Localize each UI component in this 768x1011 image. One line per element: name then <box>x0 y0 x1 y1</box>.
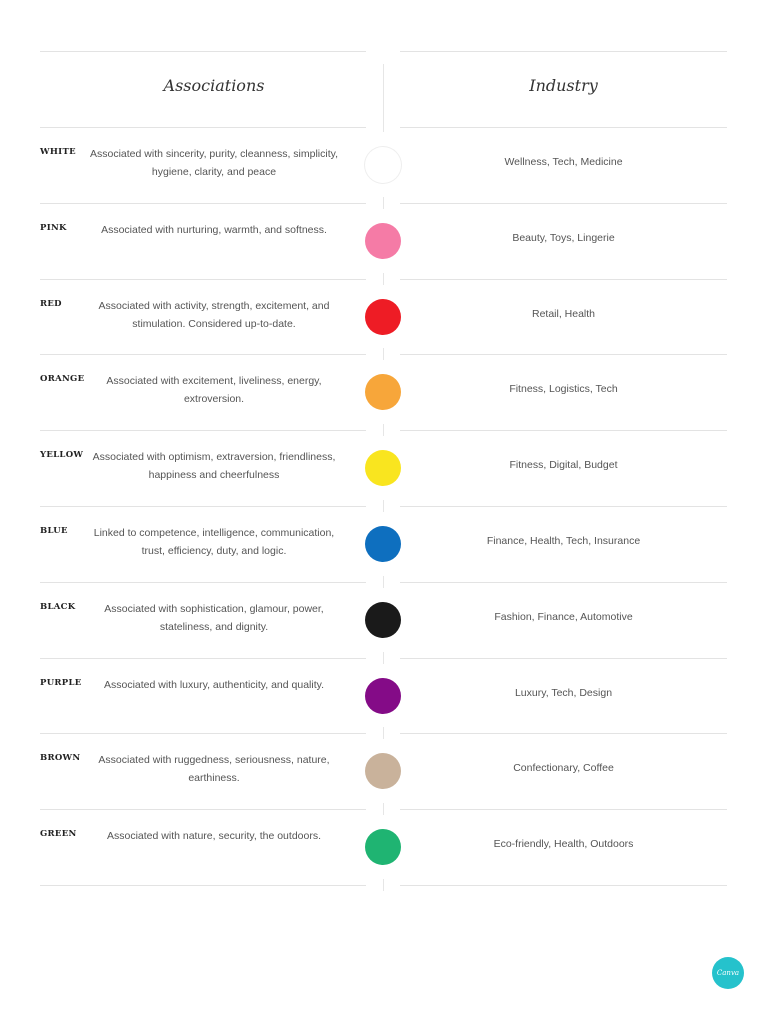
associations-text: Associated with excitement, liveliness, energy, extroversion. <box>106 375 322 406</box>
color-swatch-circle <box>365 602 401 638</box>
color-name: RED <box>40 298 62 309</box>
associations-text: Linked to competence, intelligence, communication, trust, efficiency, duty, and logic. <box>93 527 335 557</box>
industry-title: Industry <box>529 76 598 95</box>
color-name: PINK <box>40 222 67 233</box>
industry-text: Retail, Health <box>531 307 596 320</box>
table-row <box>0 658 768 734</box>
associations-text: Associated with nurturing, warmth, and softness. <box>101 223 327 236</box>
color-swatch-circle <box>365 678 401 714</box>
associations-text: Associated with ruggedness, seriousness, nature, earthiness. <box>98 754 330 785</box>
table-row <box>0 809 768 885</box>
associations-text: Associated with activity, strength, excitement, and stimulation. Considered up-to-date. <box>98 299 330 330</box>
industry-text: Fitness, Digital, Budget <box>509 459 618 472</box>
color-name: BLACK <box>40 601 76 612</box>
color-name: BROWN <box>40 753 81 764</box>
industry-text: Confectionary, Coffee <box>513 762 614 775</box>
color-swatch-circle <box>365 753 401 789</box>
color-swatch-circle <box>365 147 401 183</box>
color-swatch-circle <box>365 450 401 486</box>
table-row <box>0 279 768 355</box>
canva-logo <box>712 957 744 989</box>
associations-text: Associated with luxury, authenticity, and quality. <box>103 678 325 691</box>
divider <box>40 885 366 886</box>
associations-text: Associated with nature, security, the outdoors. <box>107 830 321 843</box>
color-name: PURPLE <box>40 677 82 688</box>
industry-text: Eco-friendly, Health, Outdoors <box>493 838 634 851</box>
table-row <box>0 354 768 430</box>
color-name: ORANGE <box>40 374 85 385</box>
industry-text: Wellness, Tech, Medicine <box>504 156 623 168</box>
color-name: WHITE <box>40 147 76 157</box>
table-row <box>0 430 768 506</box>
divider <box>40 51 366 52</box>
color-swatch-circle <box>365 526 401 562</box>
industry-text: Luxury, Tech, Design <box>514 686 613 699</box>
color-name: GREEN <box>40 829 77 840</box>
logo-text: Canva <box>716 969 740 977</box>
industry-text: Finance, Health, Tech, Insurance <box>486 535 641 547</box>
associations-text: Associated with sincerity, purity, cleanness, simplicity, hygiene, clarity, and peace <box>90 148 339 178</box>
color-name: YELLOW <box>40 450 84 461</box>
industry-text: Fashion, Finance, Automotive <box>494 610 633 623</box>
table-row <box>0 203 768 279</box>
associations-text: Associated with sophistication, glamour, power, stateliness, and dignity. <box>104 602 324 633</box>
table-row <box>0 582 768 658</box>
associations-title: Associations <box>163 76 265 95</box>
table-row <box>0 733 768 809</box>
divider <box>400 885 727 886</box>
table-row <box>0 506 768 582</box>
center-divider <box>383 879 384 891</box>
color-swatch-circle <box>365 299 401 335</box>
color-swatch-circle <box>365 223 401 259</box>
center-divider <box>383 64 384 132</box>
divider <box>400 51 727 52</box>
color-swatch-circle <box>365 374 401 410</box>
associations-text: Associated with optimism, extraversion, friendliness, happiness and cheerfulness <box>92 451 336 482</box>
color-swatch-circle <box>365 829 401 865</box>
industry-text: Beauty, Toys, Lingerie <box>512 231 615 244</box>
color-name: BLUE <box>40 526 68 536</box>
industry-text: Fitness, Logistics, Tech <box>509 383 618 396</box>
table-row <box>0 127 768 203</box>
